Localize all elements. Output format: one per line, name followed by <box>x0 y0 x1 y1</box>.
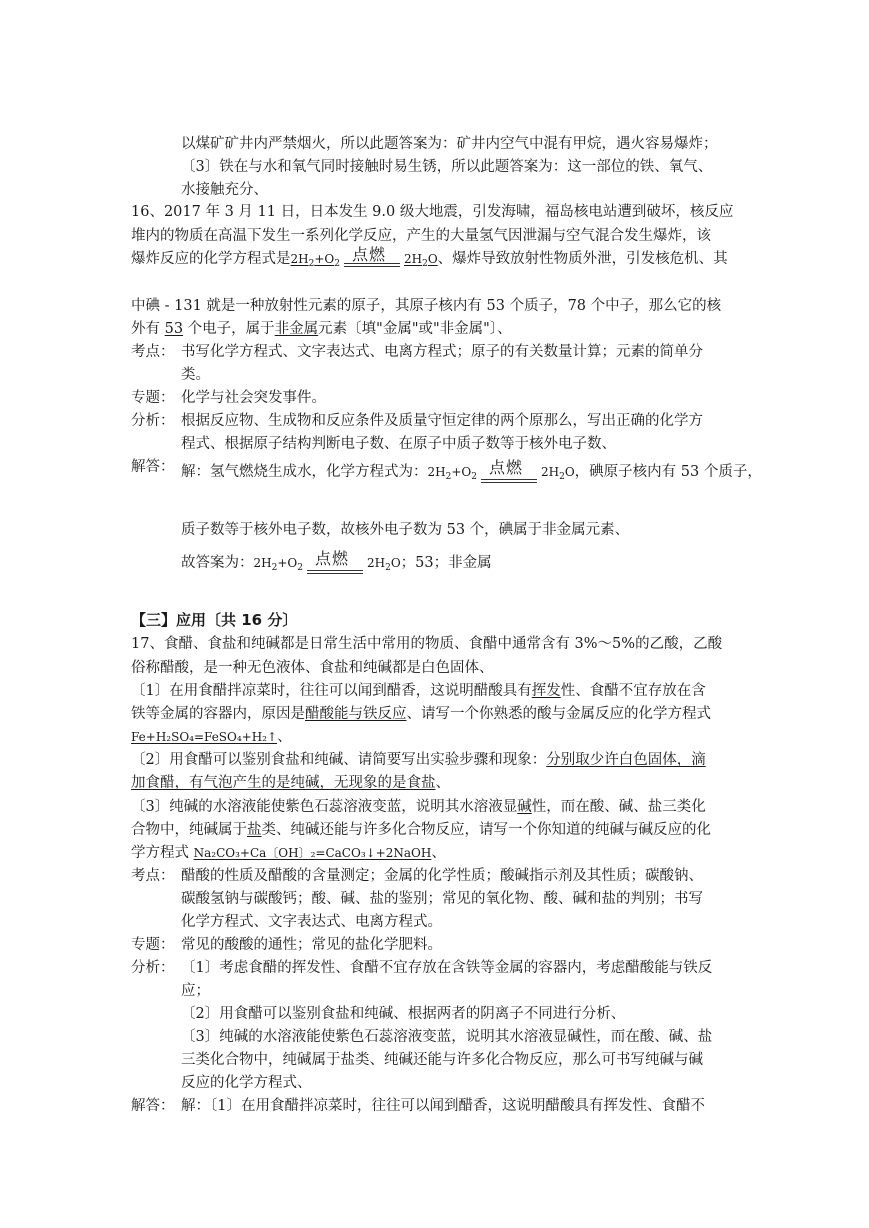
answer-electrons: 53 <box>164 321 184 337</box>
text-line: 反应的化学方程式、 <box>181 1075 312 1091</box>
equation-left <box>427 465 477 482</box>
eq-part: O <box>564 465 575 479</box>
text-segment: 、爆炸导致放射性物质外泄，引发核危机、其 <box>437 251 728 267</box>
equation-left <box>253 556 303 573</box>
eq-part: 2H <box>403 252 423 266</box>
ignite-condition <box>307 549 363 573</box>
text-segment: ，碘原子核内有 53 个质子， <box>574 464 762 480</box>
text-line-answers <box>131 773 450 793</box>
answer-reason: 醋酸能与铁反应 <box>305 706 407 722</box>
eq-sub: 2 <box>308 259 315 269</box>
eq-sub: 2 <box>385 563 391 573</box>
text-line: 堆内的物质在高温下发生一系列化学反应，产生的大量氢气因泄漏与空气混合发生爆炸，该 <box>131 228 711 244</box>
text-line-answers <box>131 750 706 770</box>
text-line: 中碘 - 131 就是一种放射性元素的原子，其原子核内有 53 个质子，78 个中子，那么它的核 <box>131 298 722 314</box>
eq-part: +O <box>451 465 472 479</box>
eq-part: 2H <box>427 465 446 479</box>
text-segment: 〔2〕用食醋可以鉴别食盐和纯碱、请简要写出实验步骤和现象： <box>131 752 547 768</box>
text-line-equation <box>131 245 728 274</box>
eq-part: +O <box>277 556 298 570</box>
text-segment: 爆炸反应的化学方程式是 <box>131 251 291 267</box>
question-17-line: 17、食醋、食盐和纯碱都是日常生活中常用的物质、食醋中通常含有 3%～5%的乙酸，乙酸 <box>131 636 723 652</box>
eq-sub: 2 <box>297 563 303 573</box>
text-line: 醋酸的性质及醋酸的含量测定；金属的化学性质；酸碱指示剂及其性质；碳酸钠、 <box>181 868 703 884</box>
section-title: 【三】应用〔共 16 分〕 <box>131 611 298 629</box>
answer-equation-acid-metal: Fe+H₂SO₄=FeSO₄+H₂↑ <box>131 730 278 744</box>
eq-part: 2H <box>253 556 272 570</box>
text-segment: 、请写一个你熟悉的酸与金属反应的化学方程式 <box>406 706 711 722</box>
text-segment: 合物中，纯碱属于 <box>131 822 247 838</box>
answer-salt: 盐 <box>247 822 262 838</box>
text-line: 书写化学方程式、文字表达式、电离方程式；原子的有关数量计算；元素的简单分 <box>181 344 703 360</box>
text-segment: 、 <box>431 845 446 861</box>
text-line: 常见的酸酸的通性；常见的盐化学肥料。 <box>181 937 442 953</box>
text-line-answers <box>131 820 711 840</box>
label-fenxi: 分析： <box>131 960 175 976</box>
eq-part: 2H <box>540 465 560 479</box>
text-line: 类。 <box>181 367 210 383</box>
answer-alkaline: 碱 <box>517 799 532 815</box>
text-segment: 、 <box>435 775 450 791</box>
eq-part: 2H <box>290 252 309 266</box>
text-line-equation <box>181 458 762 487</box>
text-segment: 个电子，属于 <box>183 321 275 337</box>
eq-part: O <box>390 556 401 570</box>
text-segment: 铁等金属的容器内，原因是 <box>131 706 305 722</box>
text-line: 〔1〕考虑食醋的挥发性、食醋不宜存放在含铁等金属的容器内，考虑醋酸能与铁反 <box>181 960 713 976</box>
text-line-answers <box>131 681 706 701</box>
text-line: 程式、根据原子结构判断电子数、在原子中质子数等于核外电子数、 <box>181 436 616 452</box>
equation-right <box>403 252 438 269</box>
equation-left <box>290 252 340 269</box>
eq-sub: 2 <box>334 259 340 269</box>
text-line: 〔3〕纯碱的水溶液能使紫色石蕊溶液变蓝，说明其水溶液显碱性，而在酸、碱、盐 <box>181 1029 713 1045</box>
ignite-condition <box>481 458 537 482</box>
text-line: 碳酸氢钠与碳酸钙；酸、碱、盐的鉴别；常见的氧化物、酸、碱和盐的判别；书写 <box>181 891 703 907</box>
eq-sub: 2 <box>445 472 452 482</box>
text-line: 质子数等于核外电子数，故核外电子数为 53 个，碘属于非金属元素、 <box>181 522 630 538</box>
eq-sub: 2 <box>471 472 477 482</box>
text-line: 〔3〕铁在与水和氧气同时接触时易生锈，所以此题答案为：这一部位的铁、氧气、 <box>181 159 713 175</box>
equation-right <box>540 465 575 482</box>
eq-sub: 2 <box>559 472 565 482</box>
answer-experiment-cont: 加食醋，有气泡产生的是纯碱，无现象的是食盐 <box>131 775 436 791</box>
text-segment: 〔3〕纯碱的水溶液能使紫色石蕊溶液变蓝，说明其水溶液显 <box>131 799 518 815</box>
answer-volatile: 挥发 <box>531 683 561 699</box>
label-kaodian: 考点： <box>131 868 175 884</box>
ignite-label: 点燃 <box>351 245 386 264</box>
ignite-condition <box>344 245 400 269</box>
question-16-line: 16、2017 年 3 月 11 日，日本发生 9.0 级大地震，引发海啸，福岛核电站遭到破坏，核反应 <box>131 204 734 220</box>
text-line-answers <box>131 704 711 724</box>
text-line: 以煤矿矿井内严禁烟火，所以此题答案为：矿井内空气中混有甲烷，遇火容易爆炸； <box>181 136 718 152</box>
label-fenxi: 分析： <box>131 413 175 429</box>
text-segment: 类、纯碱还能与许多化合物反应，请写一个你知道的纯碱与碱反应的化 <box>261 822 711 838</box>
text-segment: 〔1〕在用食醋拌凉菜时，往往可以闻到醋香，这说明醋酸具有 <box>131 683 532 699</box>
label-jieda: 解答： <box>131 1098 175 1114</box>
text-segment: 元素〔填"金属"或"非金属"〕、 <box>318 321 512 337</box>
text-segment: 性、食醋不宜存放在含 <box>560 683 706 699</box>
label-zhuanti: 专题： <box>131 937 175 953</box>
text-line-answers <box>131 319 512 339</box>
text-line: 〔2〕用食醋可以鉴别食盐和纯碱、根据两者的阴离子不同进行分析、 <box>181 1006 626 1022</box>
answer-experiment: 分别取少许白色固体，滴 <box>546 752 706 768</box>
text-line: 应； <box>181 983 210 999</box>
text-segment: 学方程式 <box>131 845 194 861</box>
eq-part: +O <box>314 252 335 266</box>
text-segment: 性，而在酸、碱、盐三类化 <box>531 799 706 815</box>
eq-sub: 2 <box>271 563 278 573</box>
answer-nonmetal: 非金属 <box>274 321 319 337</box>
text-segment: 外有 <box>131 321 165 337</box>
equation-right <box>366 556 401 573</box>
text-line-equation <box>131 727 292 747</box>
label-zhuanti: 专题： <box>131 390 175 406</box>
label-jieda: 解答： <box>131 459 175 475</box>
text-line-equation <box>131 843 446 863</box>
text-segment: 故答案为： <box>181 555 254 571</box>
text-line: 三类化合物中，纯碱属于盐类、纯碱还能与许多化合物反应，那么可书写纯碱与碱 <box>181 1052 703 1068</box>
text-line-equation <box>181 549 492 578</box>
ignite-label: 点燃 <box>314 549 349 568</box>
label-kaodian: 考点： <box>131 344 175 360</box>
text-line: 俗称醋酸，是一种无色液体、食盐和纯碱都是白色固体、 <box>131 660 494 676</box>
eq-sub: 2 <box>422 259 428 269</box>
eq-part: 2H <box>366 556 386 570</box>
text-line-answers <box>131 797 706 817</box>
text-line: 解：〔1〕在用食醋拌凉菜时，往往可以闻到醋香，这说明醋酸具有挥发性、食醋不 <box>181 1098 705 1114</box>
ignite-label: 点燃 <box>488 458 523 477</box>
text-line: 水接触充分、 <box>181 182 268 198</box>
text-segment: ；53；非金属 <box>400 555 492 571</box>
eq-part: O <box>427 252 438 266</box>
text-segment: 、 <box>277 729 292 745</box>
text-line: 根据反应物、生成物和反应条件及质量守恒定律的两个原那么，写出正确的化学方 <box>181 413 703 429</box>
answer-equation-soda-base: Na₂CO₃+Ca〔OH〕₂=CaCO₃↓+2NaOH <box>193 846 432 860</box>
text-segment: 解：氢气燃烧生成水，化学方程式为： <box>181 464 428 480</box>
text-line: 化学与社会突发事件。 <box>181 390 326 406</box>
text-line: 化学方程式、文字表达式、电离方程式。 <box>181 914 442 930</box>
